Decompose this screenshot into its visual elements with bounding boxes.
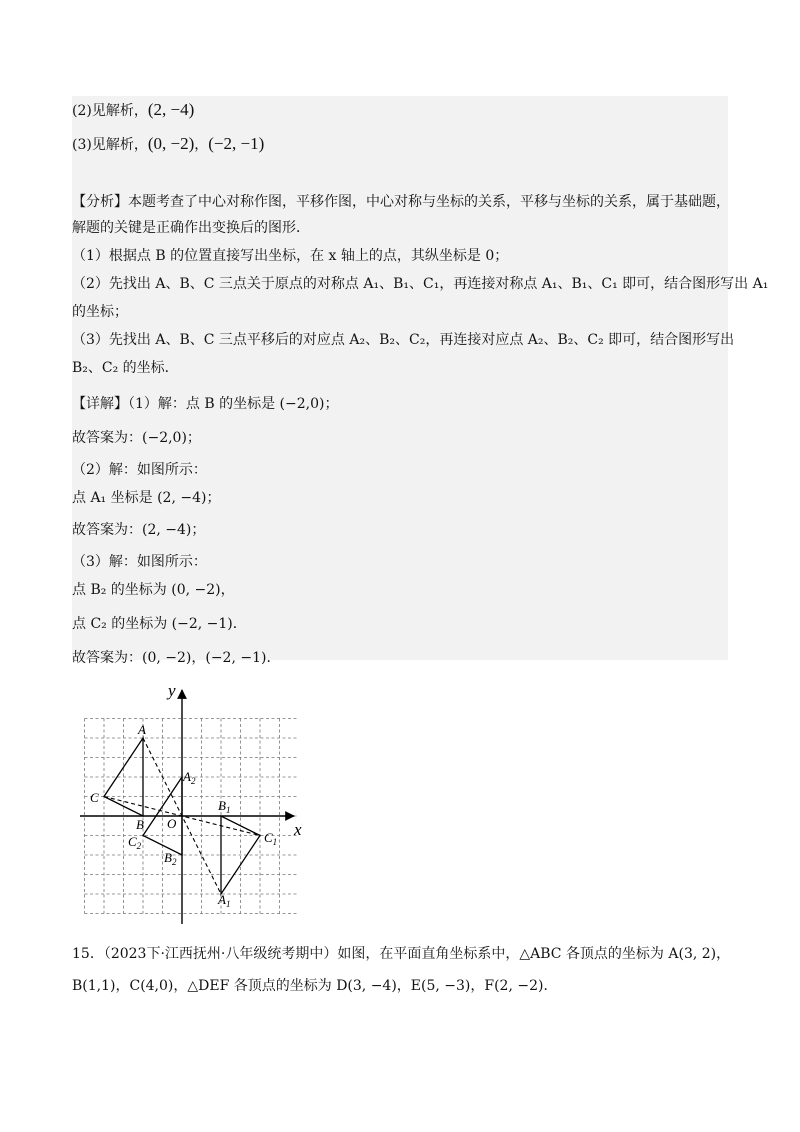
label-C2: $C_2$ <box>128 834 142 851</box>
detail-line-2: 故答案为：(−2,0)； <box>72 430 201 446</box>
label-C: C <box>90 790 99 805</box>
label-A1: $A_1$ <box>218 892 231 909</box>
detail-line-7: 点 B₂ 的坐标为 (0, −2)， <box>72 582 235 598</box>
coordinate-figure <box>72 680 304 928</box>
answer-part-3 <box>72 134 264 155</box>
answer-part-3-value-1: (0, −2) <box>147 134 195 153</box>
label-C1: $C_1$ <box>264 830 278 847</box>
answer-part-2-value: (2, −4) <box>147 100 195 119</box>
analysis-line-6: （3）先找出 A、B、C 三点平移后的对应点 A₂、B₂、C₂，再连接对应点 A₂、B₂、C₂ 即可，结合图形写出 <box>72 332 735 348</box>
answer-part-2-label: (2)见解析， <box>72 103 148 119</box>
origin-label: O <box>167 816 177 831</box>
analysis-line-2: 解题的关键是正确作出变换后的图形． <box>72 220 310 236</box>
answer-part-2 <box>72 100 194 121</box>
detail-line-6: （3）解：如图所示： <box>72 554 207 570</box>
analysis-line-1: 【分析】本题考查了中心对称作图，平移作图，中心对称与坐标的关系，平移与坐标的关系，属于基础题， <box>72 194 730 210</box>
detail-line-3: （2）解：如图所示： <box>72 462 207 478</box>
detail-line-1: 【详解】（1）解：点 B 的坐标是 (−2,0)； <box>72 396 339 412</box>
label-A2: $A_2$ <box>183 769 196 786</box>
analysis-line-3: （1）根据点 B 的位置直接写出坐标，在 x 轴上的点，其纵坐标是 0； <box>72 248 509 264</box>
answer-part-3-separator: ， <box>194 137 209 153</box>
answer-part-3-value-2: (−2, −1) <box>208 134 265 153</box>
detail-line-8: 点 C₂ 的坐标为 (−2, −1)． <box>72 616 247 632</box>
analysis-line-5: 的坐标； <box>72 304 128 320</box>
detail-line-9: 故答案为：(0, −2)，(−2, −1)． <box>72 650 281 666</box>
x-axis-label: x <box>294 820 302 839</box>
coordinate-figure-svg <box>72 680 304 928</box>
label-A: A <box>138 722 146 737</box>
analysis-line-4: （2）先找出 A、B、C 三点关于原点的对称点 A₁、B₁、C₁，再连接对称点 A₁、B₁、C₁ 即可，结合图形写出 A₁ <box>72 276 769 292</box>
solution-box <box>72 96 728 660</box>
y-axis-label: y <box>168 681 176 700</box>
question-15-line-2: B(1,1)，C(4,0)，△DEF 各顶点的坐标为 D(3, −4)，E(5, −3)，F(2, −2)． <box>72 978 558 994</box>
question-15-line-1: 15．（2023下·江西抚州·八年级统考期中）如图，在平面直角坐标系中，△ABC 各顶点的坐标为 A(3, 2)， <box>72 946 731 962</box>
analysis-line-7: B₂、C₂ 的坐标． <box>72 360 179 376</box>
detail-line-4: 点 A₁ 坐标是 (2, −4)； <box>72 490 221 506</box>
detail-line-5: 故答案为：(2, −4)； <box>72 522 206 538</box>
label-B2: $B_2$ <box>164 850 177 867</box>
label-B: B <box>136 817 144 832</box>
label-B1: $B_1$ <box>218 798 231 815</box>
answer-part-3-label: (3)见解析， <box>72 137 148 153</box>
